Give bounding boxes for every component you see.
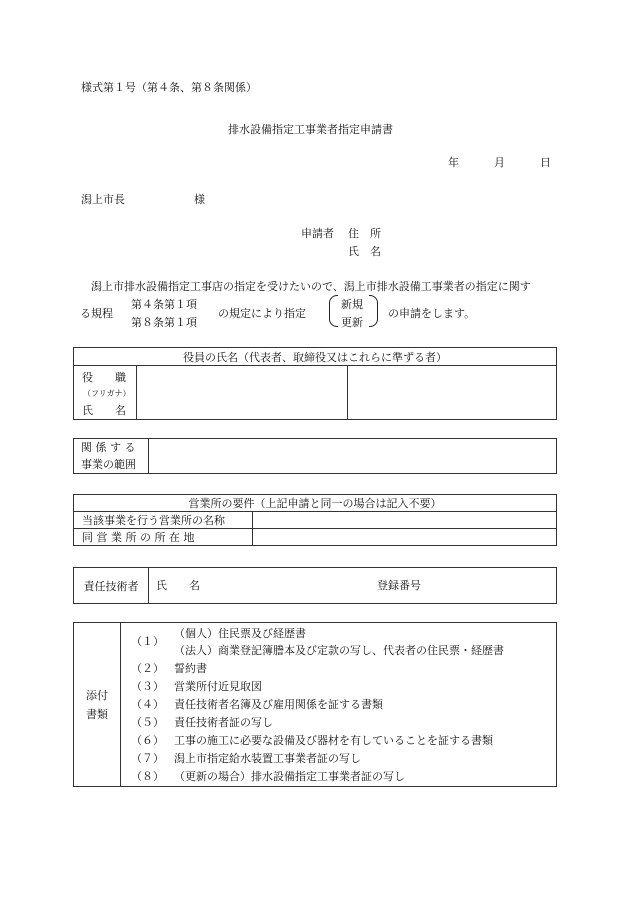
- article-option-2: 第８条第１項: [131, 316, 197, 329]
- attachment-number: （８）: [131, 770, 164, 783]
- right-bracket: [369, 295, 378, 327]
- attachments-label-1: 添付: [86, 688, 108, 702]
- body-suffix: の申請をします。: [388, 307, 476, 320]
- body-line-1: 潟上市排水設備指定工事店の指定を受けたいので、潟上市排水設備工事業者の指定に関す: [91, 280, 531, 293]
- label-position: 役 職: [82, 371, 126, 384]
- officer-entry-2[interactable]: [348, 366, 557, 420]
- applicant-label: 申請者: [301, 227, 334, 240]
- engineer-table: [73, 567, 557, 604]
- office-name-entry[interactable]: [253, 512, 557, 529]
- article-option-1: 第４条第１項: [131, 298, 197, 311]
- officers-table: [73, 347, 557, 420]
- attachment-number: （１）: [131, 635, 164, 648]
- engineer-name-label: 氏 名: [156, 579, 200, 592]
- office-header: 営業所の要件（上記申請と同一の場合は記入不要）: [74, 495, 557, 512]
- attachments-label-2: 書類: [86, 707, 108, 721]
- applicant-name-label: 氏 名: [348, 245, 381, 258]
- officers-header: 役員の氏名（代表者、取締役又はこれらに準ずる者）: [74, 348, 557, 366]
- engineer-registration-label: 登録番号: [377, 579, 421, 592]
- engineer-label: 責任技術者: [74, 568, 149, 604]
- option-new: 新規: [341, 298, 363, 311]
- officer-entry-1[interactable]: [137, 366, 348, 420]
- page-title: 排水設備指定工事業者指定申請書: [228, 123, 393, 136]
- attachment-text: （法人）商業登記簿謄本及び定款の写し、代表者の住民票・経歴書: [174, 644, 504, 657]
- attachment-number: （５）: [131, 716, 164, 729]
- engineer-entry[interactable]: [149, 568, 557, 604]
- attachment-text: 営業所付近見取図: [174, 680, 262, 693]
- office-address-label: 同 営 業 所 の 所 在 地: [74, 529, 253, 546]
- office-address-entry[interactable]: [253, 529, 557, 546]
- label-furigana: （フリガナ）: [83, 389, 131, 398]
- business-scope-table: [73, 438, 557, 474]
- business-scope-label-2: 事業の範囲: [81, 458, 136, 471]
- business-scope-label: [74, 439, 149, 474]
- label-name: 氏 名: [82, 404, 126, 417]
- date-year-label: 年: [448, 156, 459, 169]
- attachment-number: （６）: [131, 734, 164, 747]
- date-month-label: 月: [494, 156, 505, 169]
- attachment-number: （４）: [131, 698, 164, 711]
- body-middle: の規定により指定: [218, 307, 306, 320]
- attachment-text: 誓約書: [174, 662, 207, 675]
- attachment-number: （７）: [131, 752, 164, 765]
- addressee-name: 潟上市長: [81, 193, 125, 206]
- option-renewal: 更新: [341, 316, 363, 329]
- attachment-text: 潟上市指定給水装置工事業者証の写し: [174, 752, 361, 765]
- attachment-number: （２）: [131, 662, 164, 675]
- left-bracket: [329, 295, 338, 327]
- officers-label-cell: [74, 366, 137, 420]
- body-prefix: る規程: [80, 307, 113, 320]
- business-scope-label-1: 関 係 す る: [81, 441, 136, 454]
- office-table: [73, 494, 557, 546]
- office-name-label: 当該事業を行う営業所の名称: [74, 512, 253, 529]
- attachment-number: （３）: [131, 680, 164, 693]
- attachment-text: 責任技術者証の写し: [174, 716, 273, 729]
- attachment-text: （更新の場合）排水設備指定工事業者証の写し: [174, 770, 405, 783]
- form-number: 様式第１号（第４条、第８条関係）: [81, 81, 257, 94]
- attachments-table: [73, 622, 557, 787]
- attachment-text: 責任技術者名簿及び雇用関係を証する書類: [174, 698, 383, 711]
- attachments-label: [74, 623, 121, 787]
- business-scope-entry[interactable]: [149, 439, 557, 474]
- attachment-text: 工事の施工に必要な設備及び器材を有していることを証する書類: [174, 734, 493, 747]
- addressee-honorific: 様: [194, 193, 205, 206]
- applicant-address-label: 住 所: [348, 227, 381, 240]
- attachments-list: [121, 623, 557, 787]
- attachment-text: （個人）住民票及び経歴書: [174, 627, 306, 640]
- date-day-label: 日: [540, 156, 551, 169]
